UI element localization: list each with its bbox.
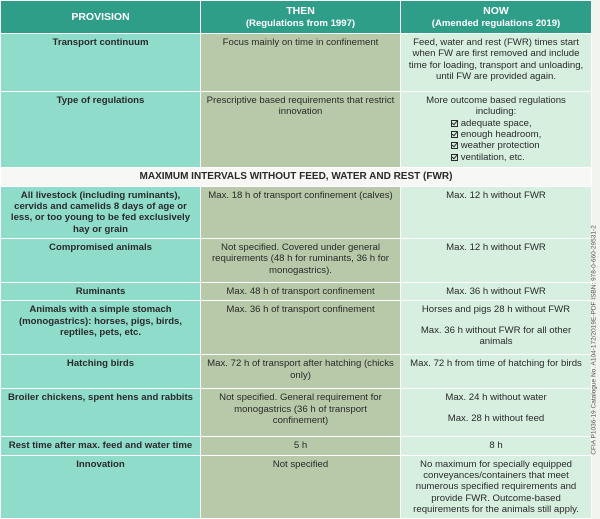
now-cell: Max. 36 h without FWR — [401, 283, 592, 301]
provision-cell: Rest time after max. feed and water time — [1, 437, 201, 455]
header-provision: PROVISION — [1, 1, 201, 34]
list-item-label: ventilation, etc. — [460, 151, 525, 163]
now-line: Max. 28 h without feed — [447, 412, 545, 424]
now-cell: No maximum for specially equipped conveyances/containers that meet numerous specified requirements and provide FWR. Outcome-based requirements for the animals still apply. — [401, 455, 592, 519]
then-cell: Max. 72 h of transport after hatching (chicks only) — [201, 355, 401, 389]
header-now — [401, 1, 592, 34]
now-cell: Feed, water and rest (FWR) times start when FW are first removed and include time for loading, transport and unloading, until FW are provided again. — [401, 34, 592, 92]
then-cell: Not specified — [201, 455, 401, 519]
catalogue-text: CFIA P1036-19 Catalogue No. A104-172/2019E-PDF ISBN: 978-0-660-29531-2 — [590, 225, 598, 455]
provision-cell: Ruminants — [1, 283, 201, 301]
list-item — [451, 129, 542, 140]
checkbox-icon — [451, 142, 458, 149]
now-cell — [401, 92, 592, 168]
then-cell: Not specified. Covered under general requirements (48 h for ruminants, 36 h for monogastrics). — [201, 239, 401, 283]
provision-cell: All livestock (including ruminants), cervids and camelids 8 days of age or less, or too young to be fed exclusively hay or grain — [1, 186, 201, 238]
provision-cell: Transport continuum — [1, 34, 201, 92]
checkbox-icon — [451, 131, 458, 138]
table-row — [1, 455, 592, 519]
header-now-title: NOW — [483, 5, 509, 18]
then-cell: Max. 18 h of transport confinement (calves) — [201, 186, 401, 238]
header-now-subtitle: (Amended regulations 2019) — [431, 17, 561, 29]
header-then-title: THEN — [286, 5, 315, 18]
requirements-list — [451, 118, 542, 163]
checkbox-icon — [451, 120, 458, 127]
table-row — [1, 437, 592, 455]
header-then-subtitle: (Regulations from 1997) — [245, 17, 356, 29]
list-item — [451, 140, 542, 151]
now-cell — [401, 301, 592, 355]
then-cell: 5 h — [201, 437, 401, 455]
now-cell: Max. 12 h without FWR — [401, 186, 592, 238]
table-row — [1, 283, 592, 301]
provision-cell: Innovation — [1, 455, 201, 519]
table-row — [1, 355, 592, 389]
table-header-row — [1, 1, 592, 34]
now-line: Max. 24 h without water — [445, 392, 547, 404]
table-row — [1, 239, 592, 283]
now-intro: More outcome based regulations including: — [426, 95, 566, 118]
section-title: MAXIMUM INTERVALS WITHOUT FEED, WATER AND REST (FWR) — [1, 168, 592, 187]
now-cell: Max. 12 h without FWR — [401, 239, 592, 283]
table-row — [1, 389, 592, 437]
now-cell — [401, 389, 592, 437]
then-cell: Max. 36 h of transport confinement — [201, 301, 401, 355]
provision-cell: Broiler chickens, spent hens and rabbits — [1, 389, 201, 437]
provision-cell: Hatching birds — [1, 355, 201, 389]
now-cell: 8 h — [401, 437, 592, 455]
then-cell: Prescriptive based requirements that restrict innovation — [201, 92, 401, 168]
list-item-label: weather protection — [460, 140, 540, 152]
list-item — [451, 152, 542, 163]
section-header-row — [1, 168, 592, 187]
table-row — [1, 186, 592, 238]
then-cell: Not specified. General requirement for monogastrics (36 h of transport confinement) — [201, 389, 401, 437]
checkbox-icon — [451, 154, 458, 161]
provision-cell: Animals with a simple stomach (monogastrics): horses, pigs, birds, reptiles, pets, etc. — [1, 301, 201, 355]
header-then — [201, 1, 401, 34]
provision-cell: Type of regulations — [1, 92, 201, 168]
table-row — [1, 301, 592, 355]
then-cell: Focus mainly on time in confinement — [201, 34, 401, 92]
now-cell: Max. 72 h from time of hatching for birds — [401, 355, 592, 389]
table-row — [1, 92, 592, 168]
list-item-label: adequate space, — [460, 117, 532, 129]
list-item-label: enough headroom, — [460, 128, 542, 140]
now-line: Horses and pigs 28 h without FWR — [421, 304, 571, 316]
table-row — [1, 34, 592, 92]
provision-cell: Compromised animals — [1, 239, 201, 283]
then-cell: Max. 48 h of transport confinement — [201, 283, 401, 301]
list-item — [451, 118, 542, 129]
now-line: Max. 36 h without FWR for all other animals — [420, 324, 572, 348]
catalogue-side-text — [589, 180, 599, 500]
